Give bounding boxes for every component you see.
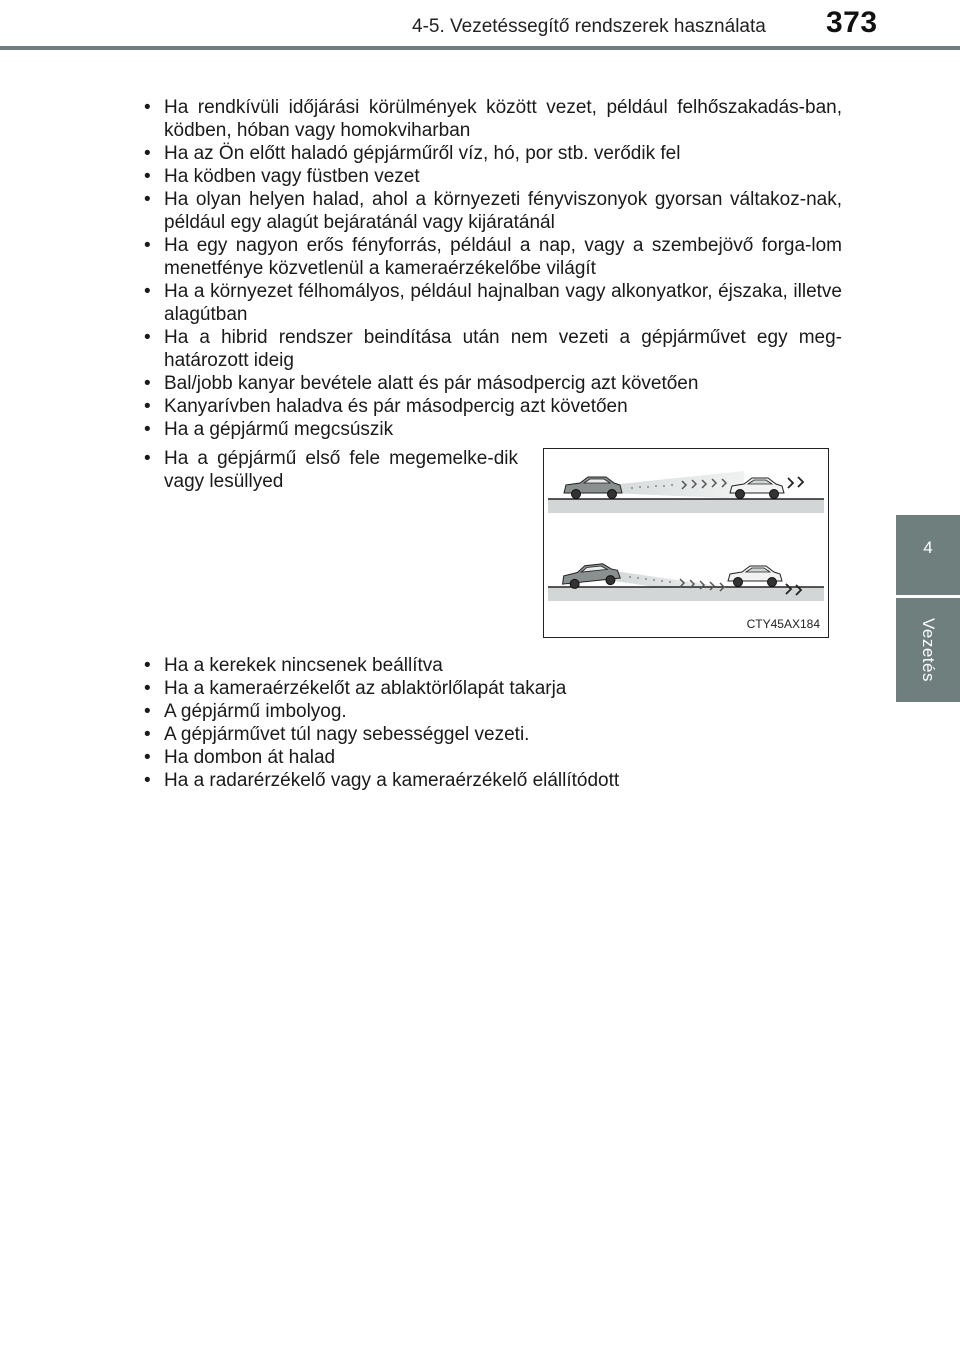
scene-pitched	[548, 562, 824, 601]
figure-code: CTY45AX184	[746, 617, 820, 631]
vehicle-pitch-illustration	[544, 449, 828, 637]
car-icon	[728, 566, 782, 587]
car-icon	[564, 477, 622, 499]
list-item: • Ha a környezet félhomályos, például hajnalban vagy alkonyatkor, éjszaka, illetve alagútban	[144, 280, 842, 326]
list-item: • Ha egy nagyon erős fényforrás, például a nap, vagy a szembejövő forga-lom menetfénye közvetlenül a kameraérzékelőbe világít	[144, 234, 842, 280]
header-rule	[0, 46, 960, 50]
chapter-tab-number: 4	[923, 538, 933, 557]
scene-level	[548, 471, 824, 513]
list-item: • Ha az Ön előtt haladó gépjárműről víz, hó, por stb. verődik fel	[144, 142, 842, 165]
chapter-label: Vezetés	[919, 618, 938, 682]
list-item: • A gépjárművet túl nagy sebességgel vezeti.	[144, 723, 842, 746]
list-item: • Kanyarívben haladva és pár másodpercig azt követően	[144, 395, 842, 418]
bullet-list-figure	[144, 447, 518, 493]
list-item: • Ha ködben vagy füstben vezet	[144, 165, 842, 188]
list-item: • A gépjármű imbolyog.	[144, 700, 842, 723]
bullet-list-top	[144, 96, 842, 441]
bullet-list-bottom	[144, 654, 842, 792]
list-item: • Ha a gépjármű megcsúszik	[144, 418, 842, 441]
list-item: • Ha a kerekek nincsenek beállítva	[144, 654, 842, 677]
list-item: • Ha a kameraérzékelőt az ablaktörlőlapát takarja	[144, 677, 842, 700]
header-title: 4-5. Vezetéssegítő rendszerek használata	[412, 16, 766, 37]
list-item: • Ha dombon át halad	[144, 746, 842, 769]
list-item: • Ha a hibrid rendszer beindítása után nem vezeti a gépjárművet egy meg-határozott ideig	[144, 326, 842, 372]
list-item: • Ha rendkívüli időjárási körülmények között vezet, például felhőszakadás-ban, ködben, hóban vagy homokviharban	[144, 96, 842, 142]
list-item: • Ha olyan helyen halad, ahol a környezeti fényviszonyok gyorsan váltakoz-nak, például egy alagút bejáratánál vagy kijáratánál	[144, 188, 842, 234]
list-item: • Ha a radarérzékelő vagy a kameraérzékelő elállítódott	[144, 769, 842, 792]
list-item: • Ha a gépjármű első fele megemelke-dik vagy lesüllyed	[144, 447, 518, 493]
page-number: 373	[826, 6, 878, 39]
list-item: • Bal/jobb kanyar bevétele alatt és pár másodpercig azt követően	[144, 372, 842, 395]
car-icon	[561, 562, 621, 589]
illustration-figure	[543, 448, 829, 638]
